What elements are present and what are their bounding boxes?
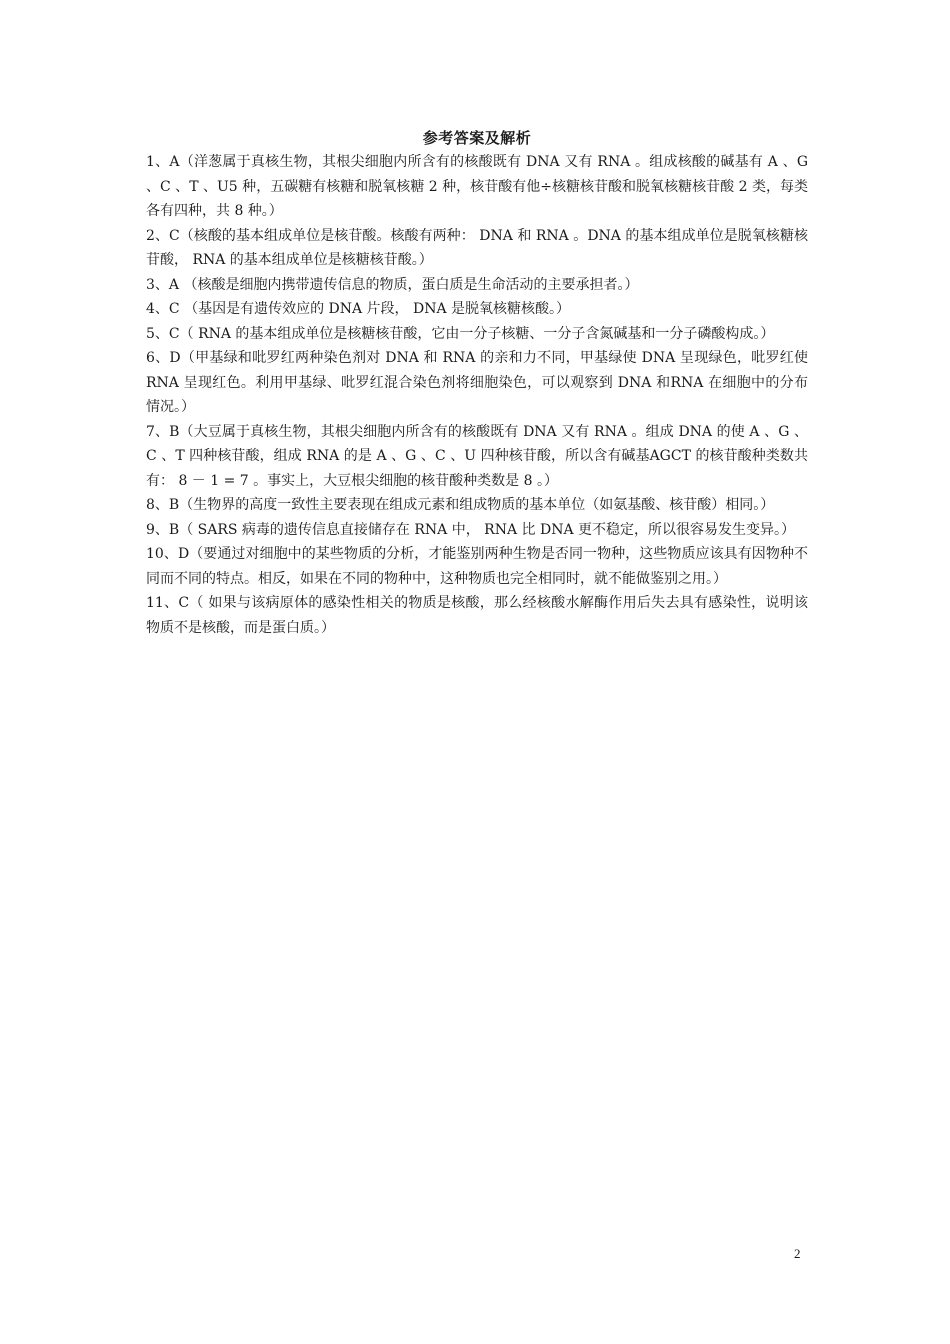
answer-list [146,150,808,640]
page-number: 2 [794,1246,801,1261]
answer-item-1: 1、A（洋葱属于真核生物，其根尖细胞内所含有的核酸既有 DNA 又有 RNA 。组成核酸的碱基有 A 、G 、C 、T 、U5 种，五碳糖有核糖和脱氧核糖 2 种，核苷酸有他÷核糖核苷酸和脱氧核糖核苷酸 2 类，每类各有四种，共 8 种。） [146,154,808,219]
answer-item-2: 2、C（核酸的基本组成单位是核苷酸。核酸有两种： DNA 和 RNA 。DNA 的基本组成单位是脱氧核糖核苷酸， RNA 的基本组成单位是核糖核苷酸。） [146,227,808,268]
answer-item-11: 11、C（ 如果与该病原体的感染性相关的物质是核酸，那么经核酸水解酶作用后失去具有感染性，说明该物质不是核酸，而是蛋白质。） [146,595,808,636]
section-title: 参考答案及解析 [422,129,532,147]
answer-section [146,126,808,640]
answer-item-3: 3、A （核酸是细胞内携带遗传信息的物质，蛋白质是生命活动的主要承担者。） [146,276,639,293]
answer-item-8: 8、B（生物界的高度一致性主要表现在组成元素和组成物质的基本单位（如氨基酸、核苷酸）相同。） [146,497,775,513]
answer-item-5: 5、C（ RNA 的基本组成单位是核糖核苷酸，它由一分子核糖、一分子含氮碱基和一分子磷酸构成。） [146,325,775,342]
answer-item-6: 6、D（甲基绿和吡罗红两种染色剂对 DNA 和 RNA 的亲和力不同，甲基绿使 DNA 呈现绿色，吡罗红使 RNA 呈现红色。利用甲基绿、吡罗红混合染色剂将细胞染色，可以观察到 DNA 和RNA 在细胞中的分布情况。） [146,350,808,415]
answer-item-9: 9、B（ SARS 病毒的遗传信息直接储存在 RNA 中， RNA 比 DNA 更不稳定，所以很容易发生变异。） [146,521,796,538]
answer-item-7: 7、B（大豆属于真核生物，其根尖细胞内所含有的核酸既有 DNA 又有 RNA 。组成 DNA 的使 A 、G 、C 、T 四种核苷酸，组成 RNA 的是 A 、G 、C 、U 四种核苷酸，所以含有碱基AGCT 的核苷酸种类数共有： 8 － 1 = 7 。事实上，大豆根尖细胞的核苷酸种类数是 8 。） [146,423,808,489]
answer-item-10: 10、D（要通过对细胞中的某些物质的分析，才能鉴别两种生物是否同一物种，这些物质应该具有因物种不同而不同的特点。相反，如果在不同的物种中，这种物质也完全相同时，就不能做鉴别之用。） [146,546,808,587]
answer-item-4: 4、C （基因是有遗传效应的 DNA 片段， DNA 是脱氧核糖核酸。） [146,301,571,317]
